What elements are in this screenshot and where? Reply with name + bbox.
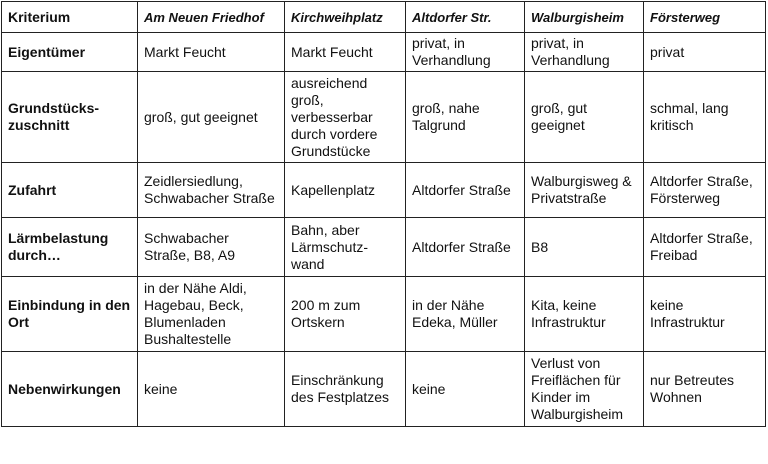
table-row [2,218,766,277]
table-cell: ausreichend groß, verbesserbar durch vordere Grundstücke [285,72,406,163]
table-cell: 200 m zum Ortskern [285,277,406,352]
table-cell: groß, gut geeignet [138,72,285,163]
table-cell: keine [406,352,525,427]
table-cell: keine [138,352,285,427]
table-cell: Altdorfer Straße, Freibad [644,218,766,277]
table-cell: Kapellenplatz [285,163,406,218]
table-cell: Einschränkung des Festplatzes [285,352,406,427]
table-cell: groß, gut geeignet [525,72,644,163]
header-location: Försterweg [644,2,766,33]
row-label: Nebenwirkungen [2,352,138,427]
header-row [2,2,766,33]
row-label: Grundstücks-zuschnitt [2,72,138,163]
table-cell: Zeidlersiedlung, Schwabacher Straße [138,163,285,218]
table-cell: in der Nähe Aldi, Hagebau, Beck, Blumenladen Bushaltestelle [138,277,285,352]
table-cell: in der Nähe Edeka, Müller [406,277,525,352]
table-cell: privat, in Verhandlung [406,33,525,72]
header-location: Walburgisheim [525,2,644,33]
row-label: Einbindung in den Ort [2,277,138,352]
table-cell: Markt Feucht [138,33,285,72]
table-cell: privat [644,33,766,72]
table-cell: Altdorfer Straße [406,163,525,218]
criteria-table [1,1,766,427]
table-cell: Bahn, aber Lärmschutz-wand [285,218,406,277]
table-cell: nur Betreutes Wohnen [644,352,766,427]
table-cell: Verlust von Freiflächen für Kinder im Walburgisheim [525,352,644,427]
table-cell: Kita, keine Infrastruktur [525,277,644,352]
table-row [2,33,766,72]
header-location: Kirchweihplatz [285,2,406,33]
row-label: Lärmbelastung durch… [2,218,138,277]
table-row [2,163,766,218]
table-cell: privat, in Verhandlung [525,33,644,72]
table-cell: schmal, lang kritisch [644,72,766,163]
header-location: Altdorfer Str. [406,2,525,33]
table-cell: keine Infrastruktur [644,277,766,352]
table-row [2,277,766,352]
table-row [2,352,766,427]
table-row [2,72,766,163]
table-cell: Walburgisweg & Privatstraße [525,163,644,218]
row-label: Eigentümer [2,33,138,72]
table-cell: Altdorfer Straße, Försterweg [644,163,766,218]
table-cell: Markt Feucht [285,33,406,72]
header-criterion: Kriterium [2,2,138,33]
table-cell: groß, nahe Talgrund [406,72,525,163]
table-cell: B8 [525,218,644,277]
table-cell: Schwabacher Straße, B8, A9 [138,218,285,277]
row-label: Zufahrt [2,163,138,218]
header-location: Am Neuen Friedhof [138,2,285,33]
table-cell: Altdorfer Straße [406,218,525,277]
